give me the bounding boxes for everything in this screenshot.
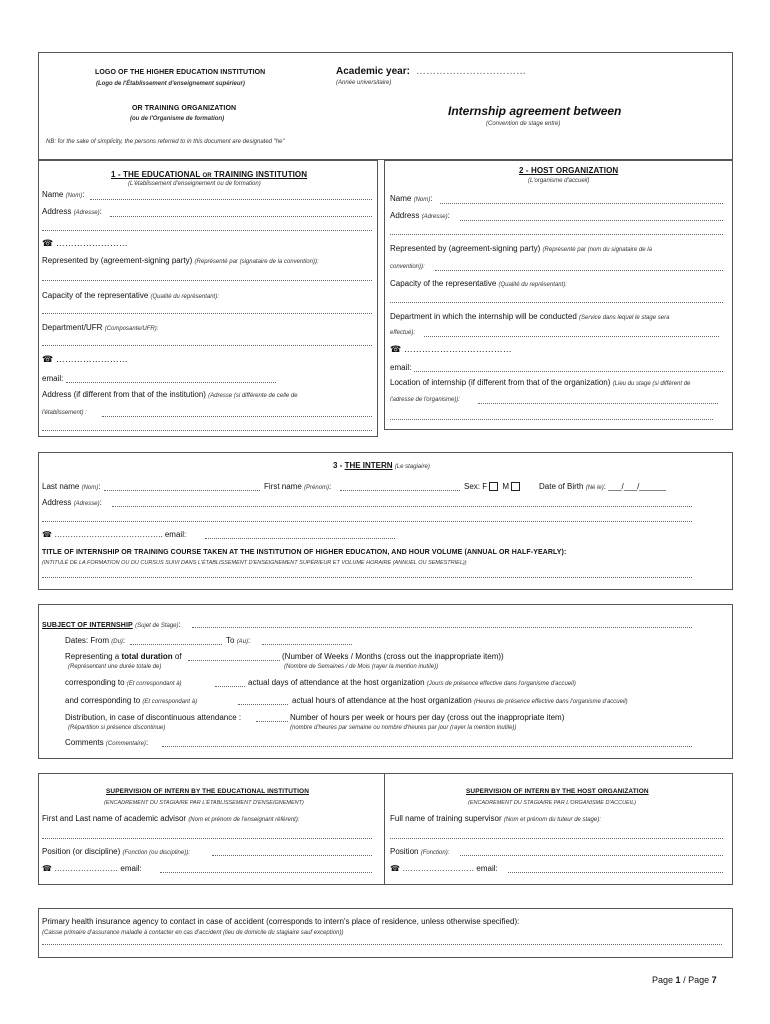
dob-value: : ___/___/______ [603,482,666,491]
comments-line[interactable] [162,746,692,747]
host-address-line[interactable] [460,220,723,221]
dates-from-field[interactable]: Dates: From (Du): [65,636,126,645]
name-fr: (Nom) [65,193,83,199]
first-name-label: First name [264,482,302,491]
institution-dept-line[interactable] [42,345,372,346]
intern-address-field[interactable]: Address (Adresse): [42,498,102,507]
corr1-fr: (Et correspondant à) [126,681,182,687]
sex-f-checkbox[interactable] [489,482,498,491]
host-dept-line[interactable] [424,336,719,337]
total-duration-field[interactable] [65,652,182,661]
institution-addr-diff-fr-2: l'établissement) : [42,410,87,416]
supervisor-phone-email[interactable]: ☎ ……………………… email: [390,864,498,873]
institution-addr-diff-field[interactable] [42,390,298,399]
host-title: 2 - HOST ORGANIZATION [519,166,619,175]
host-address-label: Address [390,211,420,220]
host-email-line[interactable] [414,371,723,372]
advisor-name-label: First and Last name of academic advisor [42,814,187,823]
corr-hours-post [292,696,628,705]
corr1-post-fr: (Jours de présence effective dans l'organisme d'accueil) [426,681,576,687]
addr-diff-label: Address (if different from that of the institution) [42,390,206,399]
rep-label: Represented by (agreement-signing party) [42,256,193,265]
institution-addr-diff-line[interactable] [102,416,372,417]
institution-rep-line[interactable] [42,280,372,281]
dates-from-line[interactable] [130,644,222,645]
total-duration-line[interactable] [188,660,280,661]
capacity-fr: (Qualité du représentant): [150,294,219,300]
agreement-title: Internship agreement between [448,104,622,118]
host-capacity-field[interactable] [390,279,567,288]
host-box [384,160,733,430]
corr1-label: corresponding to [65,678,125,687]
academic-year-label: Academic year: [336,66,410,77]
institution-title [111,170,307,179]
supervisor-email-line[interactable] [508,872,723,873]
distribution-post-fr: (nombre d'heures par semaine ou nombre d'heures par jour (rayer la mention inutile)) [290,725,517,731]
host-dept-fr: (Service dans lequel le stage sera [579,315,670,321]
subject-field[interactable]: SUBJECT OF INTERNSHIP (Sujet de Stage): [42,619,181,629]
dates-fr: (Du) [111,639,123,645]
intern-title-text: THE INTERN [344,461,393,470]
corr-days-post [248,678,576,687]
corr-hours-field[interactable] [65,696,197,705]
page-of-label: / Page [683,975,710,985]
host-loc-line[interactable] [478,403,718,404]
institution-dept-field[interactable] [42,323,158,332]
institution-address-field[interactable]: Address (Adresse): [42,207,102,216]
institution-email-line[interactable] [66,382,276,383]
logo-institution-label: LOGO OF THE HIGHER EDUCATION INSTITUTION [95,69,266,76]
corr1-post: actual days of attendance at the host organization [248,678,425,687]
intern-address-line-2[interactable] [42,521,692,522]
institution-phone[interactable]: ☎ …………………… [42,238,128,248]
or-training-fr: (ou de l'Organisme de formation) [130,116,225,122]
host-capacity-label: Capacity of the representative [390,279,497,288]
host-name-label: Name [390,194,412,203]
intern-sex-field [464,482,522,491]
advisor-position-field[interactable] [42,847,190,856]
advisor-name-fr: (Nom et prénom de l'enseignant référent): [188,817,300,823]
host-loc-line-2[interactable] [390,419,713,420]
host-name-line[interactable] [440,203,723,204]
rep-total-post: of [172,652,182,661]
distribution-fr: (Répartition si présence discontinue) [68,725,166,731]
intern-address-label: Address [42,498,72,507]
intern-last-name-field[interactable]: Last name (Nom): [42,482,101,491]
institution-title-post: TRAINING INSTITUTION [211,170,308,179]
total-duration-fr: (Représentant une durée totale de) [68,664,162,670]
advisor-name-line[interactable] [42,838,372,839]
advisor-email-line[interactable] [160,872,372,873]
to-label: To [226,636,235,645]
host-rep-label: Represented by (agreement-signing party) [390,244,541,253]
host-loc-fr: (Lieu du stage (si différent de [612,381,691,387]
institution-title-pre: 1 - THE EDUCATIONAL [111,170,203,179]
agreement-fr: (Convention de stage entre) [486,121,561,127]
corr-hours-line[interactable] [238,704,288,705]
supervision-divider [384,773,385,885]
rep-total-bold: total duration [121,652,173,661]
address-fr: (Adresse) [73,210,100,216]
institution-email-field[interactable]: email: [42,374,64,383]
host-email-field[interactable]: email: [390,363,412,372]
rep-fr: (Représenté par (signataire de la convention)): [194,259,319,265]
dob-label: Date of Birth [539,482,584,491]
distribution-field[interactable]: Distribution, in case of discontinuous attendance : [65,713,242,722]
intern-address-fr: (Adresse) [73,501,100,507]
logo-institution-fr: (Logo de l'Établissement d'enseignement supérieur) [96,81,245,87]
supervision-right-title: SUPERVISION OF INTERN BY THE HOST ORGANIZATION [466,788,649,795]
intern-title-fr: (Le stagiaire) [394,464,430,470]
intern-email-line[interactable] [205,538,395,539]
supervisor-name-line[interactable] [390,838,723,839]
host-dept-label: Department in which the internship will be conducted [390,312,577,321]
institution-rep-field[interactable] [42,256,319,265]
total-duration-units-fr: (Nombre de Semaines / de Mois (rayer la mention inutile)) [284,664,439,670]
supervisor-pos-label: Position [390,847,419,856]
intern-first-name-field[interactable]: First name (Prénom): [264,482,332,491]
host-loc-field[interactable] [390,378,690,387]
addr-diff-fr: (Adresse (si différente de celle de [208,393,298,399]
institution-capacity-line[interactable] [42,313,372,314]
corr2-label: and corresponding to [65,696,141,705]
distribution-post: Number of hours per week or hours per day (cross out the inappropriate item) [290,713,565,722]
host-address-fr: (Adresse) [421,214,448,220]
institution-title-or: OR [202,173,212,179]
address-label: Address [42,207,72,216]
dept-fr: (Composante/UFR): [104,326,159,332]
or-training-label: OR TRAINING ORGANIZATION [132,105,237,112]
to-fr: (Au) [236,639,249,645]
capacity-label: Capacity of the representative [42,291,149,300]
advisor-name-field[interactable] [42,814,300,823]
dates-to-line[interactable] [262,644,352,645]
name-label: Name [42,190,64,199]
page-number [652,975,717,985]
host-phone[interactable]: ☎ ……………………………… [390,344,512,354]
sex-m-checkbox[interactable] [511,482,520,491]
page-label: Page [652,975,674,985]
dob-fr: (Né le) [585,485,604,491]
corr2-fr: (Et correspondant à) [142,699,198,705]
last-name-label: Last name [42,482,80,491]
host-rep-fr-2: convention)): [390,264,425,270]
subject-fr: (Sujet de Stage) [135,623,179,629]
subject-label: SUBJECT OF INTERNSHIP [42,622,133,629]
intern-title-num: 3 - [333,461,345,470]
institution-name-line[interactable] [90,199,372,200]
intern-address-line[interactable] [112,506,692,507]
intern-dob-field[interactable] [539,482,666,491]
institution-subtitle: (L'établissement d'enseignement ou de formation) [128,181,261,187]
last-name-fr: (Nom) [81,485,99,491]
supervision-left-title: SUPERVISION OF INTERN BY THE EDUCATIONAL INSTITUTION [106,788,309,795]
host-loc-fr-2: l'adresse de l'organisme)): [390,397,460,403]
comments-label: Comments [65,738,104,747]
supervisor-name-fr: (Nom et prénom du tuteur de stage): [503,817,601,823]
host-capacity-fr: (Qualité du représentant): [498,282,567,288]
academic-year-fr: (Année universitaire) [336,80,392,86]
host-name-field[interactable]: Name (Nom): [390,194,433,203]
sex-m-label: M [502,482,510,491]
corr-days-field[interactable] [65,678,182,687]
advisor-position-line[interactable] [212,855,372,856]
sex-label: Sex: F [464,482,488,491]
institution-addr-diff-line-2[interactable] [42,430,372,431]
rep-total-pre: Representing a [65,652,122,661]
nb-note: NB: for the sake of simplicity, the persons referred to in this document are designated "he" [46,139,285,145]
host-dept-field[interactable] [390,312,669,321]
intern-first-name-line[interactable] [340,490,460,491]
host-rep-field[interactable] [390,244,652,253]
total-duration-units: (Number of Weeks / Months (cross out the inappropriate item)) [282,652,504,661]
institution-phone-2[interactable]: ☎ …………………… [42,354,128,364]
host-rep-line[interactable] [435,270,723,271]
supervisor-name-field[interactable] [390,814,601,823]
page-current: 1 [675,975,681,985]
intern-course-line[interactable] [42,577,692,578]
host-name-fr: (Nom) [413,197,431,203]
corr2-post: actual hours of attendance at the host organization [292,696,472,705]
supervisor-position-field[interactable] [390,847,449,856]
intern-course-fr: (INTITULÉ DE LA FORMATION OU DU CURSUS SUIVI DANS L'ÉTABLISSEMENT D'ENSEIGNEMENT SUPÉRIEUR ET VOLUME HORAIRE (ANNUEL OU SEMESTRIEL)) [42,560,467,566]
institution-address-line-2[interactable] [42,230,372,231]
institution-capacity-field[interactable] [42,291,219,300]
corr-days-line[interactable] [215,686,245,687]
advisor-pos-fr: (Fonction (ou discipline)): [122,850,190,856]
comments-field[interactable]: Comments (Commentaire): [65,738,149,747]
page-total: 7 [711,975,717,985]
corr2-post-fr: (Heures de présence effective dans l'organisme d'accueil) [473,699,628,705]
institution-name-field[interactable]: Name (Nom): [42,190,85,199]
insurance-fr: (Caisse primaire d'assurance maladie à contacter en cas d'accident (lieu de domicile du stagiaire sauf exception)) [42,930,344,936]
host-subtitle: (L'organisme d'accueil) [528,178,590,184]
first-name-fr: (Prénom) [304,485,330,491]
advisor-pos-label: Position (or discipline) [42,847,121,856]
intern-phone-email[interactable]: ☎ ………………………………….. email: [42,530,187,539]
dates-label: Dates: From [65,636,110,645]
advisor-phone-email[interactable]: ☎ …………………… email: [42,864,142,873]
supervisor-position-line[interactable] [460,855,723,856]
supervisor-pos-fr: (Fonction): [420,850,450,856]
host-loc-label: Location of internship (if different from that of the organization) [390,378,611,387]
host-rep-fr: (Représenté par (nom du signataire de la [542,247,652,253]
subject-line[interactable] [192,627,692,628]
dept-label: Department/UFR [42,323,103,332]
distribution-line[interactable] [256,721,288,722]
intern-last-name-line[interactable] [104,490,260,491]
insurance-line[interactable] [42,944,722,945]
host-dept-fr-2: effectué): [390,330,416,336]
host-address-line-2[interactable] [390,234,723,235]
intern-title [333,461,430,470]
intern-course-title: TITLE OF INTERNSHIP OR TRAINING COURSE TAKEN AT THE INSTITUTION OF HIGHER EDUCATION, AND HOUR VOLUME (ANNUAL OR HALF-YEARLY): [42,549,567,556]
academic-year-value[interactable]: …………………………… [416,66,526,77]
host-address-field[interactable]: Address (Adresse): [390,211,450,220]
supervision-left-fr: (ENCADREMENT DU STAGIAIRE PAR L'ÉTABLISSEMENT D'ENSEIGNEMENT) [104,800,304,806]
supervision-right-fr: (ENCADREMENT DU STAGIAIRE PAR L'ORGANISME D'ACCUEIL) [468,800,637,806]
dates-to-field[interactable]: To (Au): [226,636,251,645]
institution-address-line[interactable] [110,216,372,217]
host-capacity-line[interactable] [390,302,723,303]
comments-fr: (Commentaire) [105,741,146,747]
supervisor-name-label: Full name of training supervisor [390,814,502,823]
insurance-label: Primary health insurance agency to contact in case of accident (corresponds to intern's place of residence, unless otherwise specified): [42,917,520,926]
